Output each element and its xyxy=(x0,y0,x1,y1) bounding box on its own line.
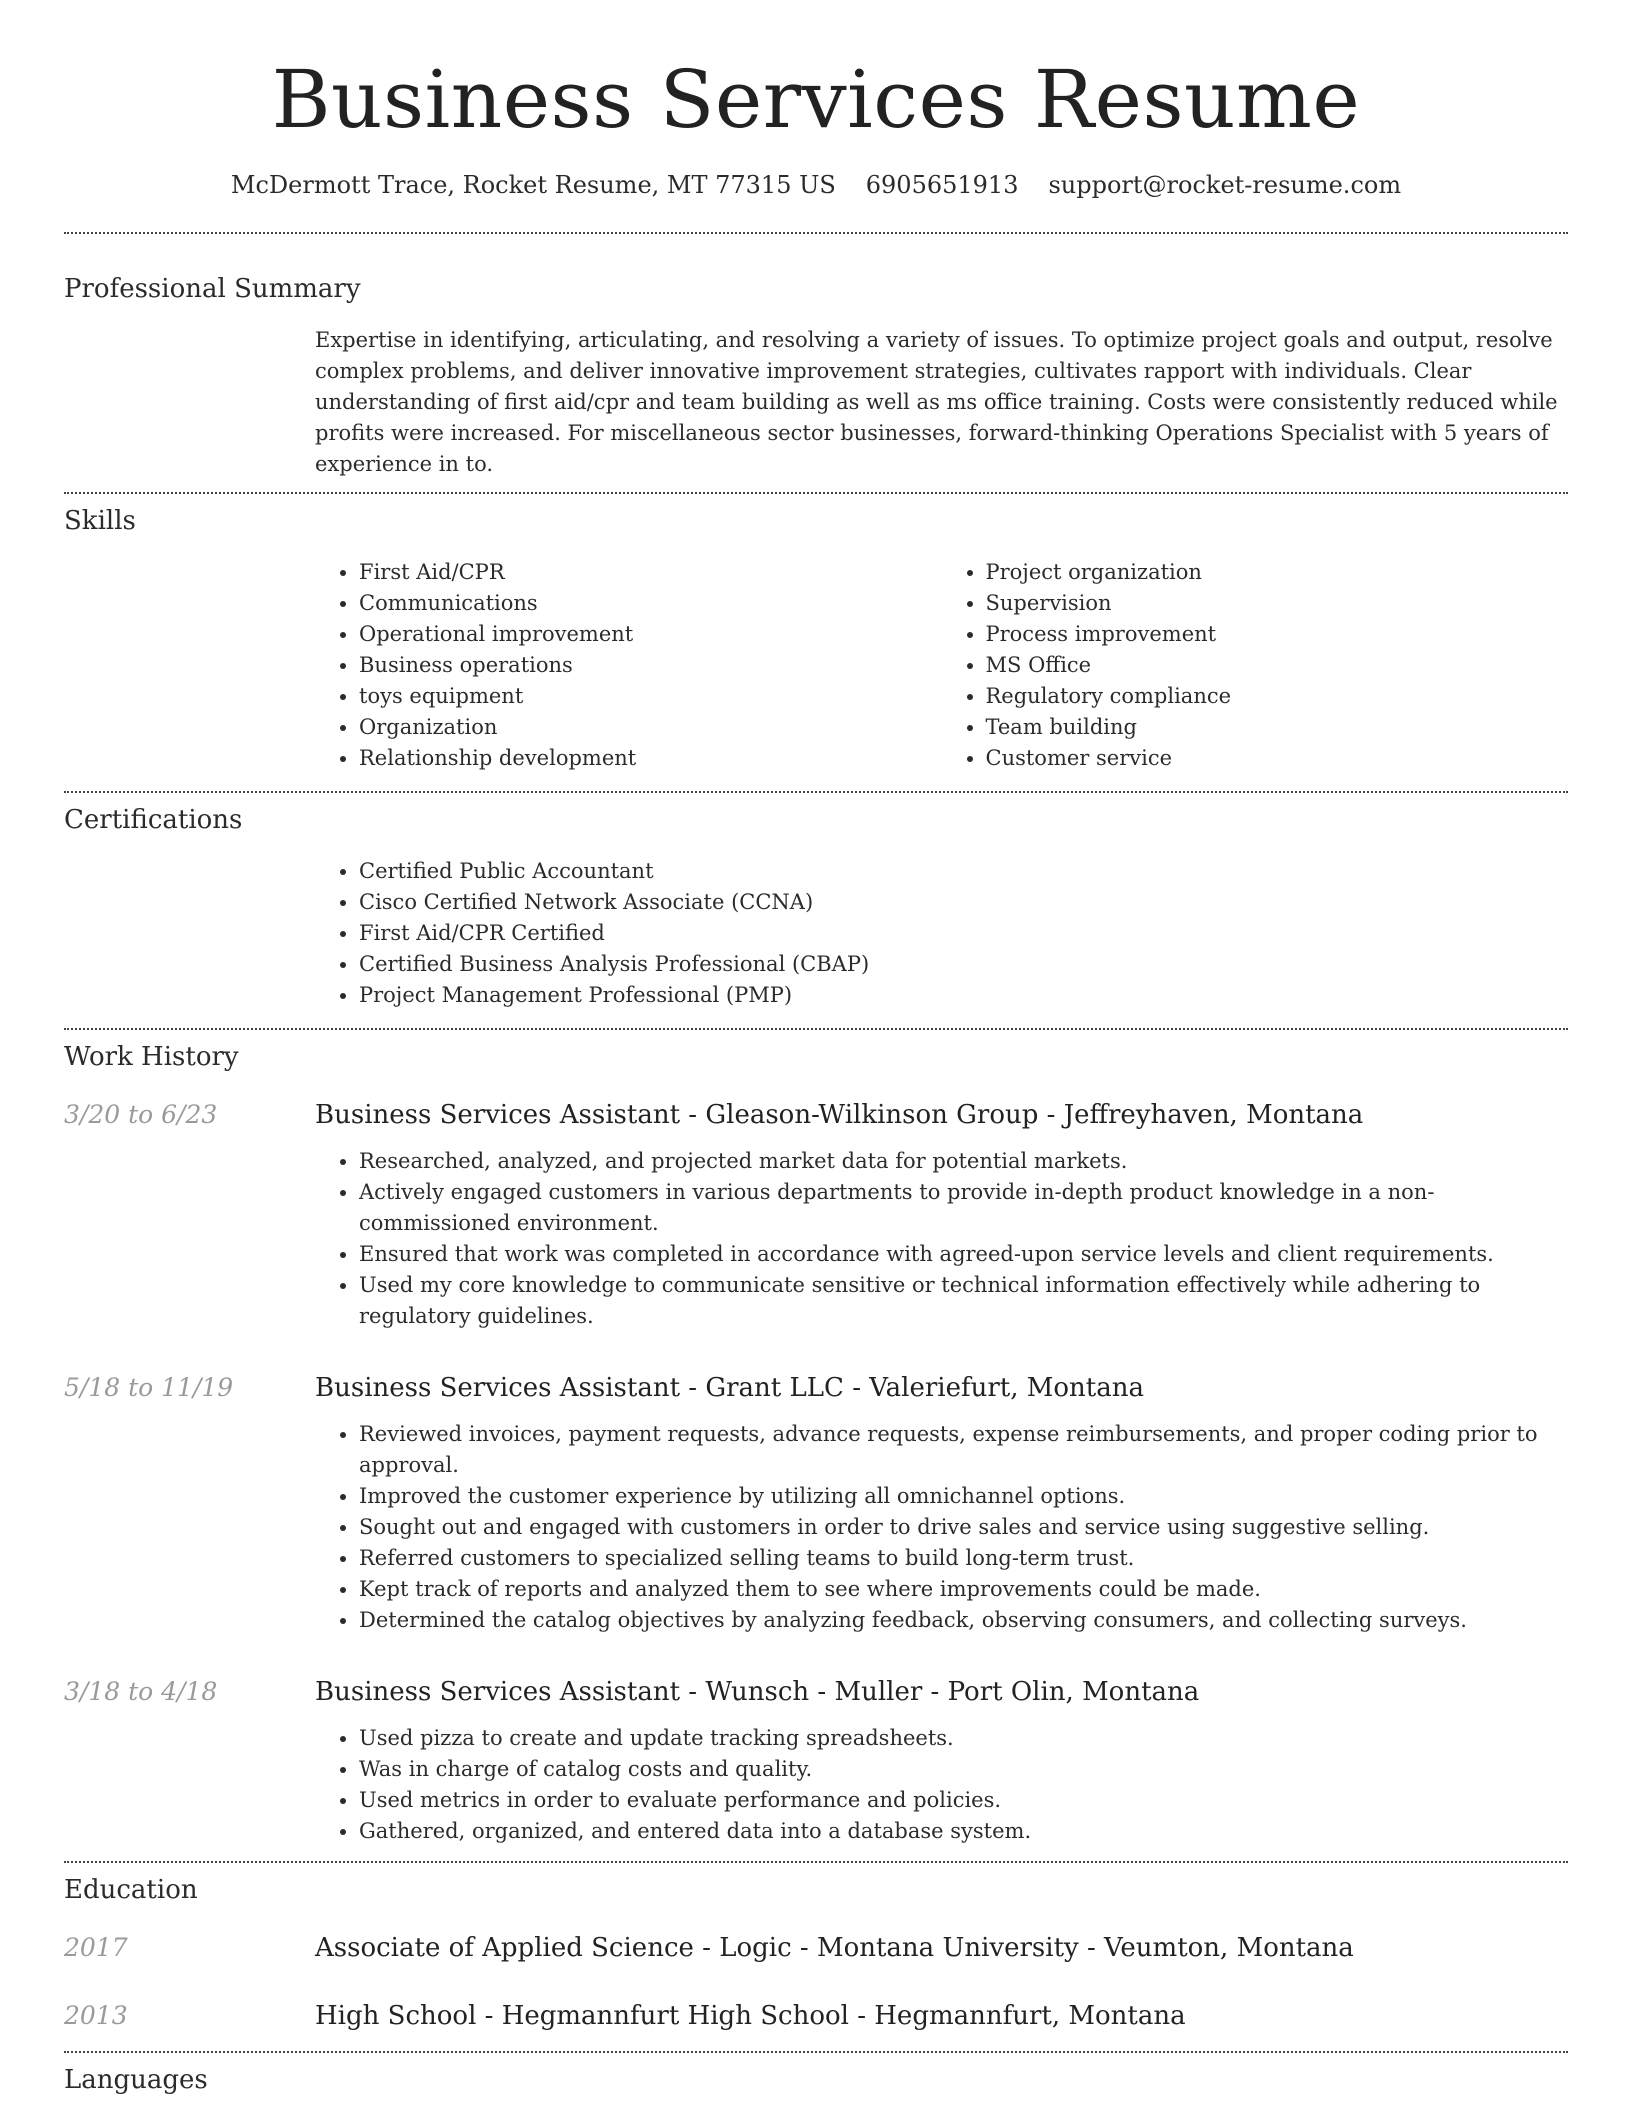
job-bullets xyxy=(315,1723,1568,1847)
education-title: Associate of Applied Science - Logic - Montana University - Veumton, Montana xyxy=(315,1933,1354,1963)
job-dates: 5/18 to 11/19 xyxy=(64,1373,234,1402)
education-entry xyxy=(64,1999,1568,2033)
job-bullet: • Improved the customer experience by utilizing all omnichannel options. xyxy=(359,1481,1568,1512)
skill-item: • Regulatory compliance xyxy=(986,681,1569,712)
job-title: Business Services Assistant - Grant LLC - Valeriefurt, Montana xyxy=(315,1373,1144,1403)
education-heading: Education xyxy=(64,1875,198,1905)
skills-list-right xyxy=(942,557,1569,774)
job-bullets xyxy=(315,1146,1568,1332)
certification-item: • First Aid/CPR Certified xyxy=(359,918,1568,949)
job-bullet: • Was in charge of catalog costs and quality. xyxy=(359,1754,1568,1785)
skills-section xyxy=(64,494,1568,791)
resume-title: Business Services Resume xyxy=(271,53,1361,146)
job-entry xyxy=(64,1098,1568,1332)
contact-phone: 6905651913 xyxy=(865,171,1019,199)
education-year: 2013 xyxy=(64,2001,128,2030)
certifications-heading: Certifications xyxy=(64,805,243,835)
certifications-content xyxy=(315,856,1568,1011)
skill-item: • Organization xyxy=(359,712,942,743)
work-history-heading: Work History xyxy=(64,1042,239,1072)
job-bullet: • Used my core knowledge to communicate sensitive or technical information effectively while adhering to regulatory guidelines. xyxy=(359,1270,1568,1332)
job-bullet: • Determined the catalog objectives by analyzing feedback, observing consumers, and collecting surveys. xyxy=(359,1605,1568,1636)
certifications-section xyxy=(64,793,1568,1028)
job-bullet-list xyxy=(315,1146,1568,1332)
skill-item: • Operational improvement xyxy=(359,619,942,650)
job-bullet: • Actively engaged customers in various departments to provide in-depth product knowledge in a non-commissioned environment. xyxy=(359,1177,1568,1239)
job-bullet: • Referred customers to specialized selling teams to build long-term trust. xyxy=(359,1543,1568,1574)
job-entry xyxy=(64,1675,1568,1847)
skills-columns xyxy=(315,557,1568,774)
job-title: Business Services Assistant - Wunsch - Muller - Port Olin, Montana xyxy=(315,1677,1200,1707)
skill-item: • Team building xyxy=(986,712,1569,743)
skill-item: • Relationship development xyxy=(359,743,942,774)
certification-item: • Project Management Professional (PMP) xyxy=(359,980,1568,1011)
job-bullet: • Used pizza to create and update tracking spreadsheets. xyxy=(359,1723,1568,1754)
certification-item: • Certified Public Accountant xyxy=(359,856,1568,887)
certifications-list xyxy=(315,856,1568,1011)
skill-item: • toys equipment xyxy=(359,681,942,712)
summary-section xyxy=(64,234,1568,492)
contact-address: McDermott Trace, Rocket Resume, MT 77315 US xyxy=(230,171,836,199)
job-dates: 3/20 to 6/23 xyxy=(64,1100,218,1129)
resume-page xyxy=(64,0,1568,2097)
job-bullet: • Researched, analyzed, and projected market data for potential markets. xyxy=(359,1146,1568,1177)
job-bullet: • Gathered, organized, and entered data into a database system. xyxy=(359,1816,1568,1847)
job-bullet: • Kept track of reports and analyzed them to see where improvements could be made. xyxy=(359,1574,1568,1605)
languages-heading: Languages xyxy=(64,2065,208,2095)
skill-item: • Communications xyxy=(359,588,942,619)
job-bullet: • Ensured that work was completed in accordance with agreed-upon service levels and client requirements. xyxy=(359,1239,1568,1270)
job-bullet: • Reviewed invoices, payment requests, advance requests, expense reimbursements, and proper coding prior to approval. xyxy=(359,1419,1568,1481)
job-bullets xyxy=(315,1419,1568,1636)
job-dates: 3/18 to 4/18 xyxy=(64,1677,218,1706)
skill-item: • MS Office xyxy=(986,650,1569,681)
skill-item: • Process improvement xyxy=(986,619,1569,650)
summary-content xyxy=(315,325,1568,480)
skill-item: • Project organization xyxy=(986,557,1569,588)
job-title: Business Services Assistant - Gleason-Wilkinson Group - Jeffreyhaven, Montana xyxy=(315,1100,1364,1130)
summary-heading: Professional Summary xyxy=(64,274,361,304)
job-bullet-list xyxy=(315,1723,1568,1847)
contact-email: support@rocket-resume.com xyxy=(1048,171,1402,199)
work-history-section xyxy=(64,1030,1568,1861)
skill-item: • First Aid/CPR xyxy=(359,557,942,588)
certification-item: • Cisco Certified Network Associate (CCNA) xyxy=(359,887,1568,918)
education-year: 2017 xyxy=(64,1933,128,1962)
summary-text: Expertise in identifying, articulating, and resolving a variety of issues. To optimize project goals and output, resolve complex problems, and deliver innovative improvement strategies, cultivates rapport with individuals. Clear understanding of first aid/cpr and team building as well as ms office training. Costs were consistently reduced while profits were increased. For miscellaneous sector businesses, forward-thinking Operations Specialist with 5 years of experience in to. xyxy=(315,328,1558,476)
skill-item: • Business operations xyxy=(359,650,942,681)
languages-section xyxy=(64,2053,1568,2097)
education-entry xyxy=(64,1931,1568,1965)
job-bullet: • Sought out and engaged with customers in order to drive sales and service using suggestive selling. xyxy=(359,1512,1568,1543)
job-bullet-list xyxy=(315,1419,1568,1636)
education-section xyxy=(64,1863,1568,2051)
contact-line xyxy=(64,168,1568,202)
job-entry xyxy=(64,1371,1568,1636)
skills-list-left xyxy=(315,557,942,774)
skill-item: • Customer service xyxy=(986,743,1569,774)
skills-heading: Skills xyxy=(64,506,136,536)
education-title: High School - Hegmannfurt High School - Hegmannfurt, Montana xyxy=(315,2001,1186,2031)
certification-item: • Certified Business Analysis Professional (CBAP) xyxy=(359,949,1568,980)
skill-item: • Supervision xyxy=(986,588,1569,619)
job-bullet: • Used metrics in order to evaluate performance and policies. xyxy=(359,1785,1568,1816)
